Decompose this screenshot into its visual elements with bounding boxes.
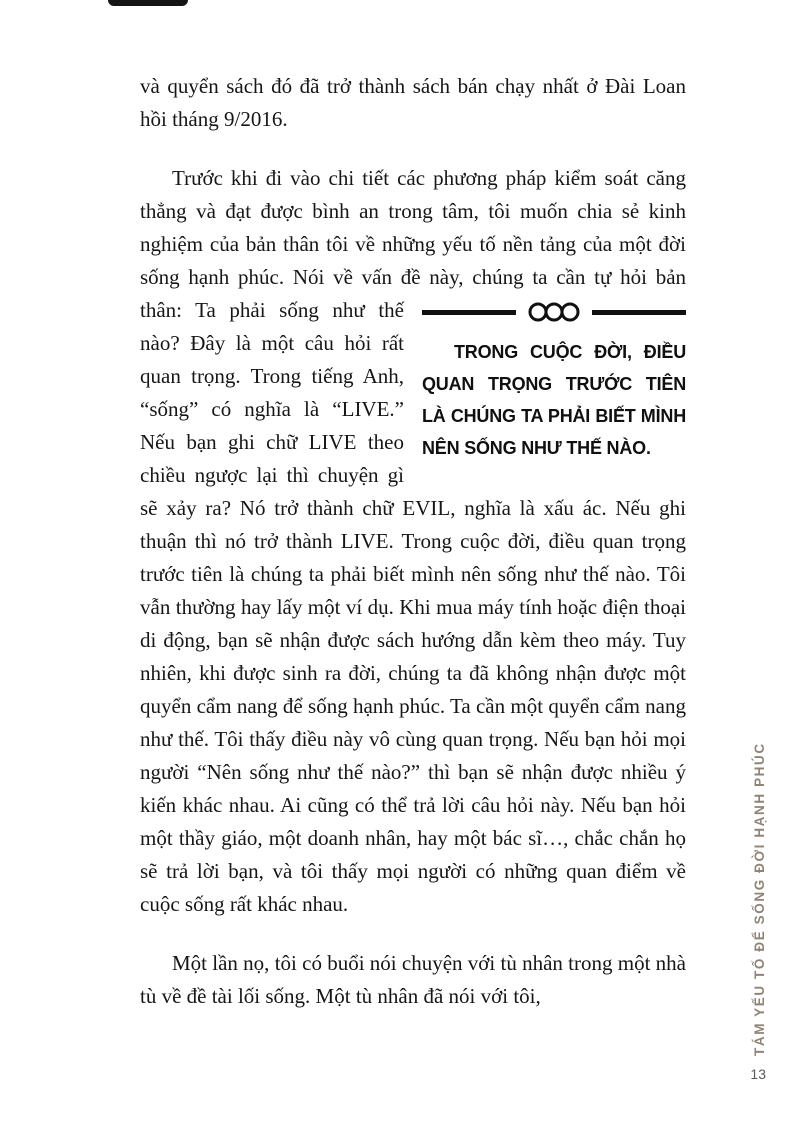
pull-quote bbox=[422, 298, 686, 464]
page-number: 13 bbox=[750, 1066, 766, 1082]
book-title-vertical: TÁM YẾU TỐ ĐỂ SỐNG ĐỜI HẠNH PHÚC bbox=[752, 742, 767, 1056]
pull-quote-text: TRONG CUỘC ĐỜI, ĐIỀU QUAN TRỌNG TRƯỚC TIÊN LÀ CHÚNG TA PHẢI BIẾT MÌNH NÊN SỐNG NHƯ THẾ NÀO. bbox=[422, 342, 686, 458]
paragraph-opening: và quyển sách đó đã trở thành sách bán chạy nhất ở Đài Loan hồi tháng 9/2016. bbox=[140, 74, 686, 131]
paragraph-text-before-quote: Trước khi đi vào chi tiết các phương pháp kiểm soát căng thẳng và đạt được bình an trong tâm, tôi muốn chia sẻ kinh nghiệm của bản thân tôi về những yếu tố nền tảng của một đời sống hạnh phúc. Nói về vấn đề này, chúng ta cần tự hỏi bbox=[140, 166, 686, 289]
knot-ornament-icon bbox=[422, 298, 686, 326]
page-content bbox=[140, 70, 686, 1013]
scan-artifact bbox=[108, 0, 188, 6]
paragraph-main bbox=[140, 162, 686, 921]
paragraph-closing: Một lần nọ, tôi có buổi nói chuyện với tù nhân trong một nhà tù về đề tài lối sống. Một tù nhân đã nói với tôi, bbox=[140, 951, 686, 1008]
paragraph-text-after-quote: bản thân: Ta phải sống như thế nào? Đây là một câu hỏi rất quan trọng. Trong tiếng Anh, “sống” có nghĩa là “LIVE.” Nếu bạn ghi chữ LIVE theo chiều ngược lại thì chuyện gì sẽ xảy ra? Nó trở thành chữ EVIL, nghĩa là xấu ác. Nếu ghi thuận thì nó trở thành LIVE. Trong cuộc đời, điều quan trọng trước tiên là chúng ta phải biết mình nên sống như thế nào. Tôi vẫn thường hay lấy một ví dụ. Khi mua máy tính hoặc điện thoại di động, bạn sẽ nhận được sách hướng dẫn kèm theo máy. Tuy nhiên, khi được sinh ra đời, chúng ta đã không nhận được một quyển cẩm nang để sống hạnh phúc. Ta cần một quyển cẩm nang như thế. Tôi thấy điều này vô cùng quan trọng. Nếu bạn hỏi mọi người “Nên sống như thế nào?” thì bạn sẽ nhận được nhiều ý kiến khác nhau. Ai cũng có thể trả lời câu hỏi này. Nếu bạn hỏi một thầy giáo, một doanh nhân, hay một bác sĩ…, chắc chắn họ sẽ trả lời bạn, và tôi thấy mọi người có những quan điểm về cuộc sống rất khác nhau. bbox=[140, 265, 687, 916]
